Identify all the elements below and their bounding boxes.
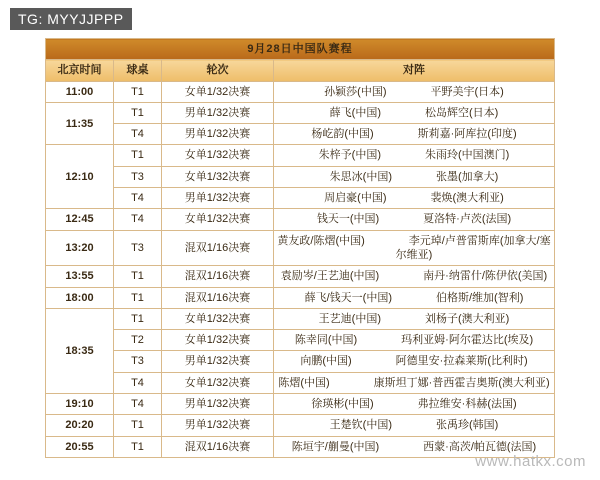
table-row xyxy=(46,188,555,209)
table-row xyxy=(46,287,555,308)
cell-round: 女单1/32决赛 xyxy=(162,209,274,230)
cell-round: 女单1/32决赛 xyxy=(162,81,274,102)
cell-matchup: 袁励岑/王艺迪(中国) 南丹·纳雷什/陈伊依(美国) xyxy=(274,266,555,287)
cell-table-number: T1 xyxy=(114,266,162,287)
cell-table-number: T4 xyxy=(114,124,162,145)
cell-round: 男单1/32决赛 xyxy=(162,415,274,436)
cell-round: 混双1/16决赛 xyxy=(162,436,274,457)
cell-table-number: T1 xyxy=(114,287,162,308)
cell-round: 男单1/32决赛 xyxy=(162,124,274,145)
cell-table-number: T4 xyxy=(114,209,162,230)
table-row xyxy=(46,308,555,329)
cell-table-number: T4 xyxy=(114,394,162,415)
cell-round: 男单1/32决赛 xyxy=(162,351,274,372)
table-row xyxy=(46,145,555,166)
cell-matchup: 周启豪(中国) 裴焕(澳大利亚) xyxy=(274,188,555,209)
table-row xyxy=(46,351,555,372)
table-row xyxy=(46,230,555,266)
cell-matchup: 薛飞/钱天一(中国) 伯格斯/维加(智利) xyxy=(274,287,555,308)
cell-time: 13:55 xyxy=(46,266,114,287)
cell-matchup: 杨屹韵(中国) 斯莉嘉·阿库拉(印度) xyxy=(274,124,555,145)
table-row xyxy=(46,209,555,230)
cell-round: 女单1/32决赛 xyxy=(162,330,274,351)
cell-table-number: T1 xyxy=(114,81,162,102)
cell-time: 18:35 xyxy=(46,308,114,393)
cell-time: 19:10 xyxy=(46,394,114,415)
cell-table-number: T3 xyxy=(114,351,162,372)
table-row xyxy=(46,372,555,393)
cell-matchup: 朱思冰(中国) 张墨(加拿大) xyxy=(274,166,555,187)
cell-round: 男单1/32决赛 xyxy=(162,102,274,123)
column-header-round: 轮次 xyxy=(162,60,274,81)
cell-round: 混双1/16决赛 xyxy=(162,266,274,287)
cell-round: 女单1/32决赛 xyxy=(162,166,274,187)
cell-time: 13:20 xyxy=(46,230,114,266)
cell-time: 11:00 xyxy=(46,81,114,102)
cell-matchup: 钱天一(中国) 夏洛特·卢茨(法国) xyxy=(274,209,555,230)
table-title: 9月28日中国队赛程 xyxy=(46,39,555,60)
cell-matchup: 王楚钦(中国) 张禹珍(韩国) xyxy=(274,415,555,436)
cell-time: 12:10 xyxy=(46,145,114,209)
cell-matchup: 黄友政/陈熠(中国) 李元琸/卢普雷斯库(加拿大/塞尔维亚) xyxy=(274,230,555,266)
column-header-table: 球桌 xyxy=(114,60,162,81)
cell-matchup: 孙颖莎(中国) 平野美宇(日本) xyxy=(274,81,555,102)
cell-matchup: 陈熠(中国) 康斯坦丁娜·普西霍吉奥斯(澳大利亚) xyxy=(274,372,555,393)
cell-matchup: 陈幸同(中国) 玛利亚姆·阿尔霍达比(埃及) xyxy=(274,330,555,351)
schedule-table-container xyxy=(45,38,555,458)
cell-matchup: 徐瑛彬(中国) 弗拉维安·科赫(法国) xyxy=(274,394,555,415)
cell-table-number: T1 xyxy=(114,102,162,123)
cell-table-number: T2 xyxy=(114,330,162,351)
cell-matchup: 王艺迪(中国) 刘杨子(澳大利亚) xyxy=(274,308,555,329)
table-row xyxy=(46,266,555,287)
schedule-table-body xyxy=(46,39,555,458)
cell-table-number: T3 xyxy=(114,230,162,266)
cell-round: 男单1/32决赛 xyxy=(162,188,274,209)
cell-matchup: 陈垣宇/蒯曼(中国) 西蒙·高茨/帕瓦德(法国) xyxy=(274,436,555,457)
table-header-row xyxy=(46,60,555,81)
cell-time: 20:55 xyxy=(46,436,114,457)
table-row xyxy=(46,415,555,436)
table-row xyxy=(46,81,555,102)
cell-round: 女单1/32决赛 xyxy=(162,372,274,393)
cell-round: 混双1/16决赛 xyxy=(162,287,274,308)
cell-table-number: T1 xyxy=(114,308,162,329)
cell-time: 20:20 xyxy=(46,415,114,436)
table-row xyxy=(46,166,555,187)
cell-round: 女单1/32决赛 xyxy=(162,308,274,329)
cell-round: 混双1/16决赛 xyxy=(162,230,274,266)
cell-time: 11:35 xyxy=(46,102,114,145)
telegram-tag: TG: MYYJJPPP xyxy=(10,8,132,30)
cell-round: 女单1/32决赛 xyxy=(162,145,274,166)
cell-table-number: T4 xyxy=(114,372,162,393)
cell-table-number: T1 xyxy=(114,415,162,436)
cell-matchup: 薛飞(中国) 松岛辉空(日本) xyxy=(274,102,555,123)
site-watermark: www.hatkx.com xyxy=(475,453,586,470)
table-row xyxy=(46,124,555,145)
cell-table-number: T1 xyxy=(114,145,162,166)
column-header-match: 对阵 xyxy=(274,60,555,81)
column-header-time: 北京时间 xyxy=(46,60,114,81)
cell-table-number: T4 xyxy=(114,188,162,209)
cell-matchup: 朱梓予(中国) 朱雨玲(中国澳门) xyxy=(274,145,555,166)
cell-matchup: 向鹏(中国) 阿德里安·拉森莱斯(比利时) xyxy=(274,351,555,372)
cell-table-number: T3 xyxy=(114,166,162,187)
table-row xyxy=(46,330,555,351)
schedule-table xyxy=(45,38,555,458)
cell-round: 男单1/32决赛 xyxy=(162,394,274,415)
cell-time: 18:00 xyxy=(46,287,114,308)
cell-time: 12:45 xyxy=(46,209,114,230)
cell-table-number: T1 xyxy=(114,436,162,457)
table-row xyxy=(46,394,555,415)
table-title-row xyxy=(46,39,555,60)
table-row xyxy=(46,102,555,123)
